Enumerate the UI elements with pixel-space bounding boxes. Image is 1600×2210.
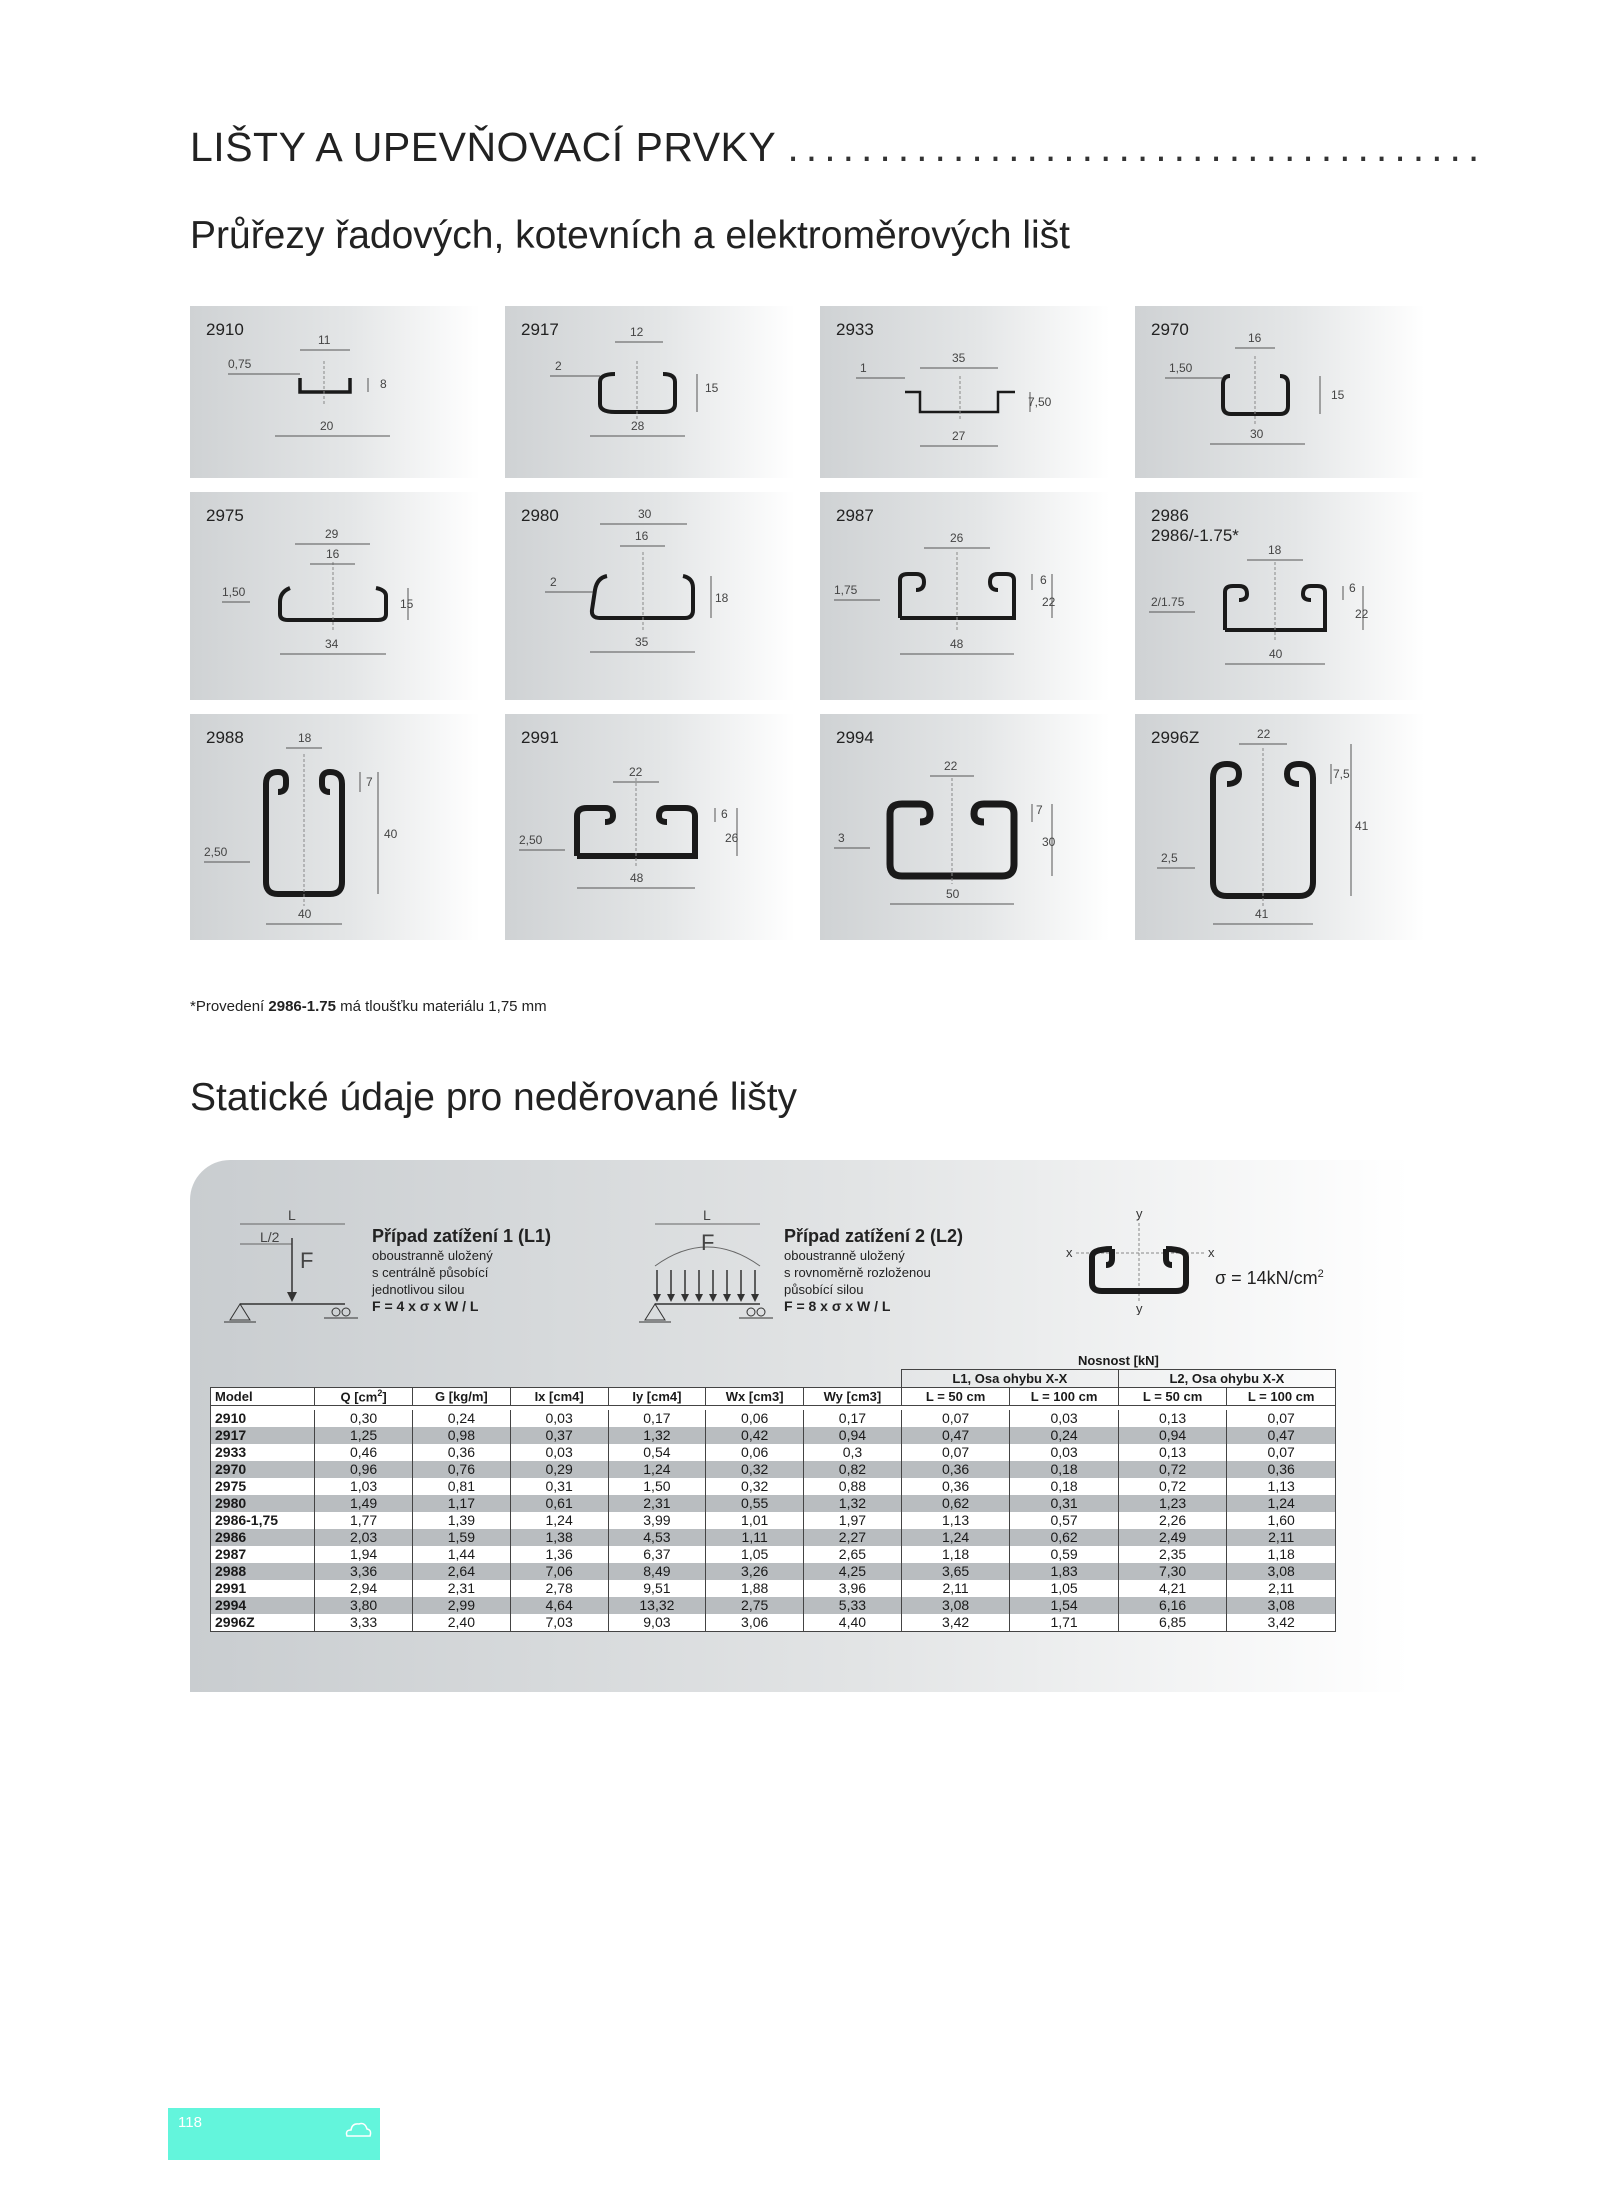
cell-model: 2996Z [211, 1614, 315, 1632]
profile-drawing [820, 714, 1110, 940]
cell-value: 8,49 [608, 1563, 706, 1580]
dim-lip: 6 [1040, 573, 1047, 587]
cell-value: 1,83 [1010, 1563, 1119, 1580]
profile-drawing [190, 492, 480, 700]
dim-thickness: 2,50 [204, 845, 228, 859]
cell-model: 2987 [211, 1546, 315, 1563]
col-iy: Iy [cm4] [608, 1388, 706, 1406]
cell-value: 1,05 [706, 1546, 804, 1563]
profile-code: 2994 [836, 728, 874, 747]
cell-value: 1,36 [510, 1546, 608, 1563]
col-wy: Wy [cm3] [804, 1388, 902, 1406]
dim-width-top: 11 [318, 333, 331, 347]
table-row [211, 1495, 1336, 1512]
table-row [211, 1614, 1336, 1632]
load-case-2-formula: F = 8 x σ x W / L [784, 1298, 891, 1314]
cell-value: 0,88 [804, 1478, 902, 1495]
cell-value: 1,13 [901, 1512, 1010, 1529]
cell-model: 2975 [211, 1478, 315, 1495]
profile-code: 2933 [836, 320, 874, 339]
dim-width-bottom: 35 [635, 635, 649, 649]
half-span-label: L/2 [260, 1229, 280, 1245]
cell-value: 0,46 [315, 1444, 413, 1461]
dim-height: 15 [1331, 388, 1345, 402]
dim-width-top: 30 [638, 507, 652, 521]
dim-thickness: 3 [838, 831, 845, 845]
profile-code: 2988 [206, 728, 244, 747]
cell-value: 1,17 [412, 1495, 510, 1512]
cell-value: 1,11 [706, 1529, 804, 1546]
cell-value: 1,77 [315, 1512, 413, 1529]
cell-value: 0,06 [706, 1444, 804, 1461]
cell-value: 0,24 [412, 1410, 510, 1427]
profile-card [1135, 306, 1425, 478]
cell-value: 1,71 [1010, 1614, 1119, 1632]
profile-code: 2910 [206, 320, 244, 339]
profile-card [190, 714, 480, 940]
dim-thickness: 0,75 [228, 357, 252, 371]
dim-width-top: 12 [630, 325, 644, 339]
cell-value: 0,57 [1010, 1512, 1119, 1529]
dim-lip: 6 [721, 807, 728, 821]
dim-height: 8 [380, 377, 387, 391]
footnote: *Provedení 2986-1.75 má tloušťku materiálu 1,75 mm [190, 998, 547, 1015]
cell-value: 0,55 [706, 1495, 804, 1512]
cell-value: 0,18 [1010, 1478, 1119, 1495]
dim-thickness: 2 [550, 575, 557, 589]
cell-value: 0,72 [1118, 1478, 1227, 1495]
cell-model: 2994 [211, 1597, 315, 1614]
profile-card [190, 306, 480, 478]
page-title [190, 124, 1486, 171]
table-row [211, 1512, 1336, 1529]
table-row [211, 1410, 1336, 1427]
cell-value: 2,64 [412, 1563, 510, 1580]
dim-width-top: 18 [1268, 543, 1282, 557]
span-label: L [703, 1208, 711, 1223]
dim-thickness: 2/1.75 [1151, 595, 1185, 609]
cell-model: 2991 [211, 1580, 315, 1597]
cell-value: 1,18 [901, 1546, 1010, 1563]
cell-value: 13,32 [608, 1597, 706, 1614]
profile-code: 2975 [206, 506, 244, 525]
dim-width-bottom: 48 [630, 871, 644, 885]
table-row [211, 1563, 1336, 1580]
span-label: L [288, 1208, 296, 1223]
profile-card [820, 306, 1110, 478]
cell-value: 0,3 [804, 1444, 902, 1461]
cell-value: 3,80 [315, 1597, 413, 1614]
dim-inner-width: 16 [326, 547, 340, 561]
dim-lip: 6 [1349, 581, 1356, 595]
cell-value: 3,08 [1227, 1597, 1336, 1614]
dim-width-bottom: 28 [631, 419, 645, 433]
profile-code: 2991 [521, 728, 559, 747]
dim-thickness: 1 [860, 361, 867, 375]
cell-value: 0,07 [901, 1444, 1010, 1461]
cell-value: 1,49 [315, 1495, 413, 1512]
cell-value: 1,39 [412, 1512, 510, 1529]
cell-value: 0,18 [1010, 1461, 1119, 1478]
cell-value: 7,06 [510, 1563, 608, 1580]
axis-x-label-left: x [1066, 1245, 1073, 1260]
cell-value: 2,78 [510, 1580, 608, 1597]
cell-value: 0,31 [510, 1478, 608, 1495]
axis-profile-diagram [1060, 1205, 1220, 1315]
dim-width-bottom: 40 [298, 907, 312, 921]
cell-value: 0,76 [412, 1461, 510, 1478]
dim-thickness: 1,50 [1169, 361, 1193, 375]
dim-width-top: 35 [952, 351, 966, 365]
cell-value: 0,36 [1227, 1461, 1336, 1478]
cell-value: 1,24 [608, 1461, 706, 1478]
cell-value: 0,94 [1118, 1427, 1227, 1444]
cell-value: 1,05 [1010, 1580, 1119, 1597]
cell-model: 2988 [211, 1563, 315, 1580]
cell-value: 1,13 [1227, 1478, 1336, 1495]
force-label: F [701, 1230, 715, 1255]
dim-height: 26 [725, 831, 739, 845]
header-l2: L2, Osa ohybu X-X [1118, 1370, 1335, 1388]
axis-y-label-bottom: y [1136, 1301, 1143, 1315]
cell-value: 4,40 [804, 1614, 902, 1632]
dim-width-bottom: 20 [320, 419, 334, 433]
cell-value: 6,16 [1118, 1597, 1227, 1614]
cell-value: 7,03 [510, 1614, 608, 1632]
dim-width-top: 29 [325, 527, 339, 541]
cell-value: 0,61 [510, 1495, 608, 1512]
table-row [211, 1529, 1336, 1546]
cell-value: 1,38 [510, 1529, 608, 1546]
cell-value: 1,01 [706, 1512, 804, 1529]
cell-value: 0,07 [1227, 1444, 1336, 1461]
profile-card [505, 714, 795, 940]
cell-value: 0,96 [315, 1461, 413, 1478]
table-row [211, 1478, 1336, 1495]
section-title-profiles: Průřezy řadových, kotevních a elektroměrových lišt [190, 214, 1071, 257]
dim-inner-width: 16 [635, 529, 649, 543]
profile-card [820, 492, 1110, 700]
cell-value: 2,31 [608, 1495, 706, 1512]
cell-value: 2,65 [804, 1546, 902, 1563]
dim-width-bottom: 34 [325, 637, 339, 651]
page-title-text: LIŠTY A UPEVŇOVACÍ PRVKY [190, 124, 776, 170]
cell-value: 2,11 [1227, 1529, 1336, 1546]
axis-y-label-top: y [1136, 1206, 1143, 1221]
cell-value: 5,33 [804, 1597, 902, 1614]
cell-value: 3,42 [901, 1614, 1010, 1632]
table-row [211, 1444, 1336, 1461]
cell-value: 3,36 [315, 1563, 413, 1580]
cell-model: 2917 [211, 1427, 315, 1444]
profile-card [820, 714, 1110, 940]
dim-lip: 7 [366, 775, 373, 789]
cell-value: 2,26 [1118, 1512, 1227, 1529]
cell-value: 0,81 [412, 1478, 510, 1495]
cell-value: 1,32 [608, 1427, 706, 1444]
dim-width-top: 22 [944, 759, 958, 773]
cell-value: 0,62 [1010, 1529, 1119, 1546]
cell-value: 2,31 [412, 1580, 510, 1597]
cell-value: 6,85 [1118, 1614, 1227, 1632]
cell-value: 0,32 [706, 1478, 804, 1495]
cell-value: 4,21 [1118, 1580, 1227, 1597]
profile-card [190, 492, 480, 700]
col-l1-50: L = 50 cm [901, 1388, 1010, 1406]
profile-drawing [820, 306, 1110, 478]
profile-drawing [190, 306, 480, 478]
cell-value: 3,08 [1227, 1563, 1336, 1580]
dim-width-top: 22 [1257, 727, 1271, 741]
cell-value: 0,17 [608, 1410, 706, 1427]
cell-value: 0,82 [804, 1461, 902, 1478]
profile-code: 2986 2986/-1.75* [1151, 506, 1239, 545]
cell-value: 0,59 [1010, 1546, 1119, 1563]
load-case-1-diagram [220, 1208, 370, 1338]
profile-code: 2917 [521, 320, 559, 339]
cell-value: 0,42 [706, 1427, 804, 1444]
static-data-table [210, 1352, 1336, 1632]
cell-value: 0,29 [510, 1461, 608, 1478]
cell-value: 1,32 [804, 1495, 902, 1512]
cell-value: 2,11 [901, 1580, 1010, 1597]
dim-height: 15 [705, 381, 719, 395]
page-number: 118 [178, 2114, 202, 2131]
cell-value: 0,03 [1010, 1410, 1119, 1427]
page-footer [168, 2108, 380, 2160]
dim-thickness: 1,75 [834, 583, 858, 597]
force-label: F [300, 1248, 314, 1273]
cell-value: 1,59 [412, 1529, 510, 1546]
profile-code: 2980 [521, 506, 559, 525]
cell-value: 4,64 [510, 1597, 608, 1614]
col-ix: Ix [cm4] [510, 1388, 608, 1406]
cell-value: 3,96 [804, 1580, 902, 1597]
cell-value: 1,25 [315, 1427, 413, 1444]
cell-value: 2,49 [1118, 1529, 1227, 1546]
dim-thickness: 2,5 [1161, 851, 1178, 865]
cell-value: 0,32 [706, 1461, 804, 1478]
cell-value: 0,94 [804, 1427, 902, 1444]
table-row [211, 1580, 1336, 1597]
cell-value: 3,65 [901, 1563, 1010, 1580]
cell-value: 0,62 [901, 1495, 1010, 1512]
profile-code: 2970 [1151, 320, 1189, 339]
load-case-2-text: Případ zatížení 2 (L2) oboustranně uložený s rovnoměrně rozloženou působící silou F = 8 x σ x W / L [784, 1226, 964, 1314]
cell-model: 2986-1,75 [211, 1512, 315, 1529]
dim-thickness: 2 [555, 359, 562, 373]
cell-value: 1,03 [315, 1478, 413, 1495]
col-wx: Wx [cm3] [706, 1388, 804, 1406]
cell-value: 1,24 [510, 1512, 608, 1529]
cell-value: 0,07 [1227, 1410, 1336, 1427]
logo-icon [343, 2118, 373, 2142]
dim-height: 22 [1042, 595, 1056, 609]
cell-value: 3,99 [608, 1512, 706, 1529]
cell-value: 3,33 [315, 1614, 413, 1632]
profile-code: 2987 [836, 506, 874, 525]
profile-drawing [1135, 714, 1425, 940]
header-l1: L1, Osa ohybu X-X [901, 1370, 1118, 1388]
cell-value: 1,94 [315, 1546, 413, 1563]
dim-width-bottom: 30 [1250, 427, 1264, 441]
load-case-1-title: Případ zatížení 1 (L1) [372, 1226, 552, 1246]
cell-value: 0,47 [1227, 1427, 1336, 1444]
cell-value: 3,06 [706, 1614, 804, 1632]
cell-value: 2,35 [1118, 1546, 1227, 1563]
cell-value: 1,50 [608, 1478, 706, 1495]
dim-height: 7,50 [1028, 395, 1052, 409]
cell-value: 1,88 [706, 1580, 804, 1597]
col-g: G [kg/m] [412, 1388, 510, 1406]
dim-width-top: 16 [1248, 331, 1262, 345]
cell-value: 0,03 [510, 1444, 608, 1461]
cell-value: 0,13 [1118, 1410, 1227, 1427]
cell-value: 0,30 [315, 1410, 413, 1427]
table-row [211, 1546, 1336, 1563]
dim-height: 30 [1042, 835, 1056, 849]
profile-card [1135, 714, 1425, 940]
cell-value: 0,03 [1010, 1444, 1119, 1461]
cell-value: 0,06 [706, 1410, 804, 1427]
cell-value: 4,53 [608, 1529, 706, 1546]
profile-card [505, 492, 795, 700]
dim-lip: 7 [1036, 803, 1043, 817]
load-case-1-text: Případ zatížení 1 (L1) oboustranně uložený s centrálně působící jednotlivou silou F = 4 x σ x W / L [372, 1226, 552, 1314]
col-l1-100: L = 100 cm [1010, 1388, 1119, 1406]
cell-value: 0,36 [412, 1444, 510, 1461]
dim-height: 18 [715, 591, 729, 605]
cell-value: 2,75 [706, 1597, 804, 1614]
cell-value: 2,99 [412, 1597, 510, 1614]
header-load-capacity: Nosnost [kN] [901, 1352, 1335, 1370]
cell-value: 1,24 [901, 1529, 1010, 1546]
cell-value: 6,37 [608, 1546, 706, 1563]
cell-value: 0,36 [901, 1461, 1010, 1478]
cell-value: 1,23 [1118, 1495, 1227, 1512]
cell-value: 1,24 [1227, 1495, 1336, 1512]
profile-card [1135, 492, 1425, 700]
load-case-2-diagram [635, 1208, 785, 1338]
dim-height: 40 [384, 827, 398, 841]
axis-x-label-right: x [1208, 1245, 1215, 1260]
cell-model: 2910 [211, 1410, 315, 1427]
cell-value: 1,97 [804, 1512, 902, 1529]
cell-value: 3,26 [706, 1563, 804, 1580]
cell-model: 2980 [211, 1495, 315, 1512]
dim-width-bottom: 27 [952, 429, 966, 443]
cell-value: 7,30 [1118, 1563, 1227, 1580]
title-dots: ...................................... [787, 124, 1487, 170]
cell-value: 0,98 [412, 1427, 510, 1444]
dim-width-bottom: 48 [950, 637, 964, 651]
profile-drawing [505, 492, 795, 700]
cell-value: 0,13 [1118, 1444, 1227, 1461]
cell-value: 0,72 [1118, 1461, 1227, 1478]
dim-height: 22 [1355, 607, 1369, 621]
section-title-static: Statické údaje pro neděrované lišty [190, 1076, 798, 1119]
dim-width-top: 18 [298, 731, 312, 745]
cell-value: 9,51 [608, 1580, 706, 1597]
profile-card [505, 306, 795, 478]
dim-width-bottom: 41 [1255, 907, 1269, 921]
dim-thickness: 2,50 [519, 833, 543, 847]
col-l2-100: L = 100 cm [1227, 1388, 1336, 1406]
col-l2-50: L = 50 cm [1118, 1388, 1227, 1406]
dim-thickness: 1,50 [222, 585, 246, 599]
cell-value: 0,47 [901, 1427, 1010, 1444]
cell-value: 4,25 [804, 1563, 902, 1580]
cell-value: 2,40 [412, 1614, 510, 1632]
cell-value: 2,03 [315, 1529, 413, 1546]
profile-drawing [505, 714, 795, 940]
table-body [211, 1410, 1336, 1632]
table-row [211, 1427, 1336, 1444]
cell-value: 0,03 [510, 1410, 608, 1427]
dim-width-bottom: 50 [946, 887, 960, 901]
col-model: Model [211, 1388, 315, 1406]
cell-value: 2,94 [315, 1580, 413, 1597]
cell-value: 0,07 [901, 1410, 1010, 1427]
cell-value: 0,37 [510, 1427, 608, 1444]
cell-value: 1,60 [1227, 1512, 1336, 1529]
cell-value: 0,17 [804, 1410, 902, 1427]
dim-lip: 7,5 [1333, 767, 1350, 781]
profile-drawing [820, 492, 1110, 700]
load-case-1-formula: F = 4 x σ x W / L [372, 1298, 479, 1314]
profile-drawing [1135, 492, 1425, 700]
cell-value: 1,18 [1227, 1546, 1336, 1563]
cell-value: 0,24 [1010, 1427, 1119, 1444]
cell-model: 2933 [211, 1444, 315, 1461]
sigma-value: $\sigma = 14kN/cm^2$ [1215, 1268, 1324, 1288]
cell-value: 0,36 [901, 1478, 1010, 1495]
profile-drawing [1135, 306, 1425, 478]
dim-height: 41 [1355, 819, 1369, 833]
profile-drawing [505, 306, 795, 478]
cell-value: 1,54 [1010, 1597, 1119, 1614]
cell-model: 2986 [211, 1529, 315, 1546]
cell-value: 2,27 [804, 1529, 902, 1546]
load-case-2-title: Případ zatížení 2 (L2) [784, 1226, 964, 1246]
table-row [211, 1461, 1336, 1478]
profile-drawing [190, 714, 480, 940]
table-row [211, 1597, 1336, 1614]
cell-model: 2970 [211, 1461, 315, 1478]
cell-value: 0,54 [608, 1444, 706, 1461]
cell-value: 1,44 [412, 1546, 510, 1563]
col-q: Q $[cm^2]$ [315, 1388, 413, 1406]
cell-value: 3,08 [901, 1597, 1010, 1614]
cell-value: 9,03 [608, 1614, 706, 1632]
dim-width-top: 26 [950, 531, 964, 545]
dim-height: 15 [400, 597, 414, 611]
cell-value: 0,31 [1010, 1495, 1119, 1512]
dim-width-bottom: 40 [1269, 647, 1283, 661]
cell-value: 2,11 [1227, 1580, 1336, 1597]
cell-value: 3,42 [1227, 1614, 1336, 1632]
profile-code: 2996Z [1151, 728, 1200, 747]
dim-width-top: 22 [629, 765, 643, 779]
